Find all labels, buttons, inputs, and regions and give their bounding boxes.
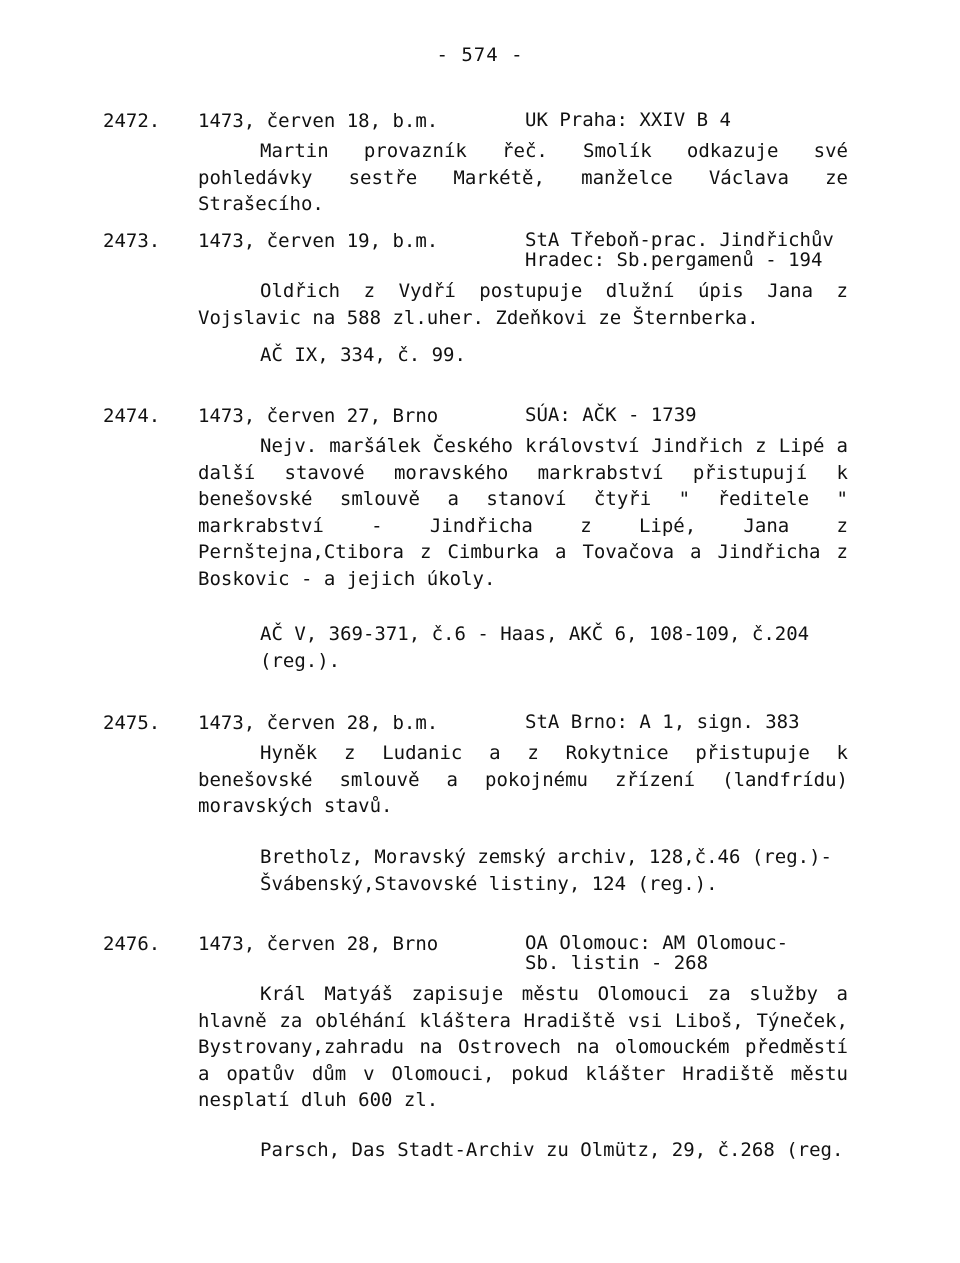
entry-reference: AČ IX, 334, č. 99. <box>260 344 466 366</box>
entry-source: OA Olomouc: AM Olomouc- Sb. listin - 268 <box>525 932 789 974</box>
entry-date: 1473, červen 19, b.m. <box>198 230 439 252</box>
entry-source: StA Brno: A 1, sign. 383 <box>525 711 800 733</box>
entry-number: 2472. <box>103 110 161 132</box>
entry-number: 2474. <box>103 405 161 427</box>
entry-text: Nejv. maršálek Českého království Jindřich z Lipé a další stavové moravského markrabství přistupují k benešovské smlouvě a stanoví čtyři " ředitele " markrabství - Jindřicha z Lipé, Jana z Pernštejna,Ctibora z Cimburka a Tovačova a Jindřicha z Boskovic - a jejich úkoly. <box>198 435 848 590</box>
entry-date: 1473, červen 28, Brno <box>198 933 439 955</box>
entry-date: 1473, červen 27, Brno <box>198 405 439 427</box>
entry-text: Martin provazník řeč. Smolík odkazuje své pohledávky sestře Markétě, manželce Václava ze Strašecího. <box>198 140 848 215</box>
entry-text: Hyněk z Ludanic a z Rokytnice přistupuje k benešovské smlouvě a pokojnému zřízení (landfrídu) moravských stavů. <box>198 742 848 817</box>
entry-reference: AČ V, 369-371, č.6 - Haas, AKČ 6, 108-109, č.204 (reg.). <box>260 623 810 672</box>
entry-number: 2473. <box>103 230 161 252</box>
page-number: - 574 - <box>436 44 524 66</box>
entry-reference: Parsch, Das Stadt-Archiv zu Olmütz, 29, č.268 (reg. <box>260 1139 844 1161</box>
entry-source: SÚA: AČK - 1739 <box>525 404 697 426</box>
entry-date: 1473, červen 28, b.m. <box>198 712 439 734</box>
entry-source: StA Třeboň-prac. Jindřichův Hradec: Sb.pergamenů - 194 <box>525 229 834 271</box>
entry-number: 2476. <box>103 933 161 955</box>
entry-text: Král Matyáš zapisuje městu Olomouci za služby a hlavně za obléhání kláštera Hradiště vsi Liboš, Týneček, Bystrovany,zahradu na Ostrovech na olomouckém předměstí a opatův dům v Olomouci, pokud klášter Hradiště městu nesplatí dluh 600 zl. <box>198 983 848 1111</box>
entry-text: Oldřich z Vydří postupuje dlužní úpis Jana z Vojslavic na 588 zl.uher. Zdeňkovi ze Šternberka. <box>198 280 848 329</box>
entry-date: 1473, červen 18, b.m. <box>198 110 439 132</box>
entry-reference: Bretholz, Moravský zemský archiv, 128,č.46 (reg.)- Švábenský,Stavovské listiny, 124 (reg.). <box>260 846 832 895</box>
entry-number: 2475. <box>103 712 161 734</box>
entry-source: UK Praha: XXIV B 4 <box>525 109 731 131</box>
